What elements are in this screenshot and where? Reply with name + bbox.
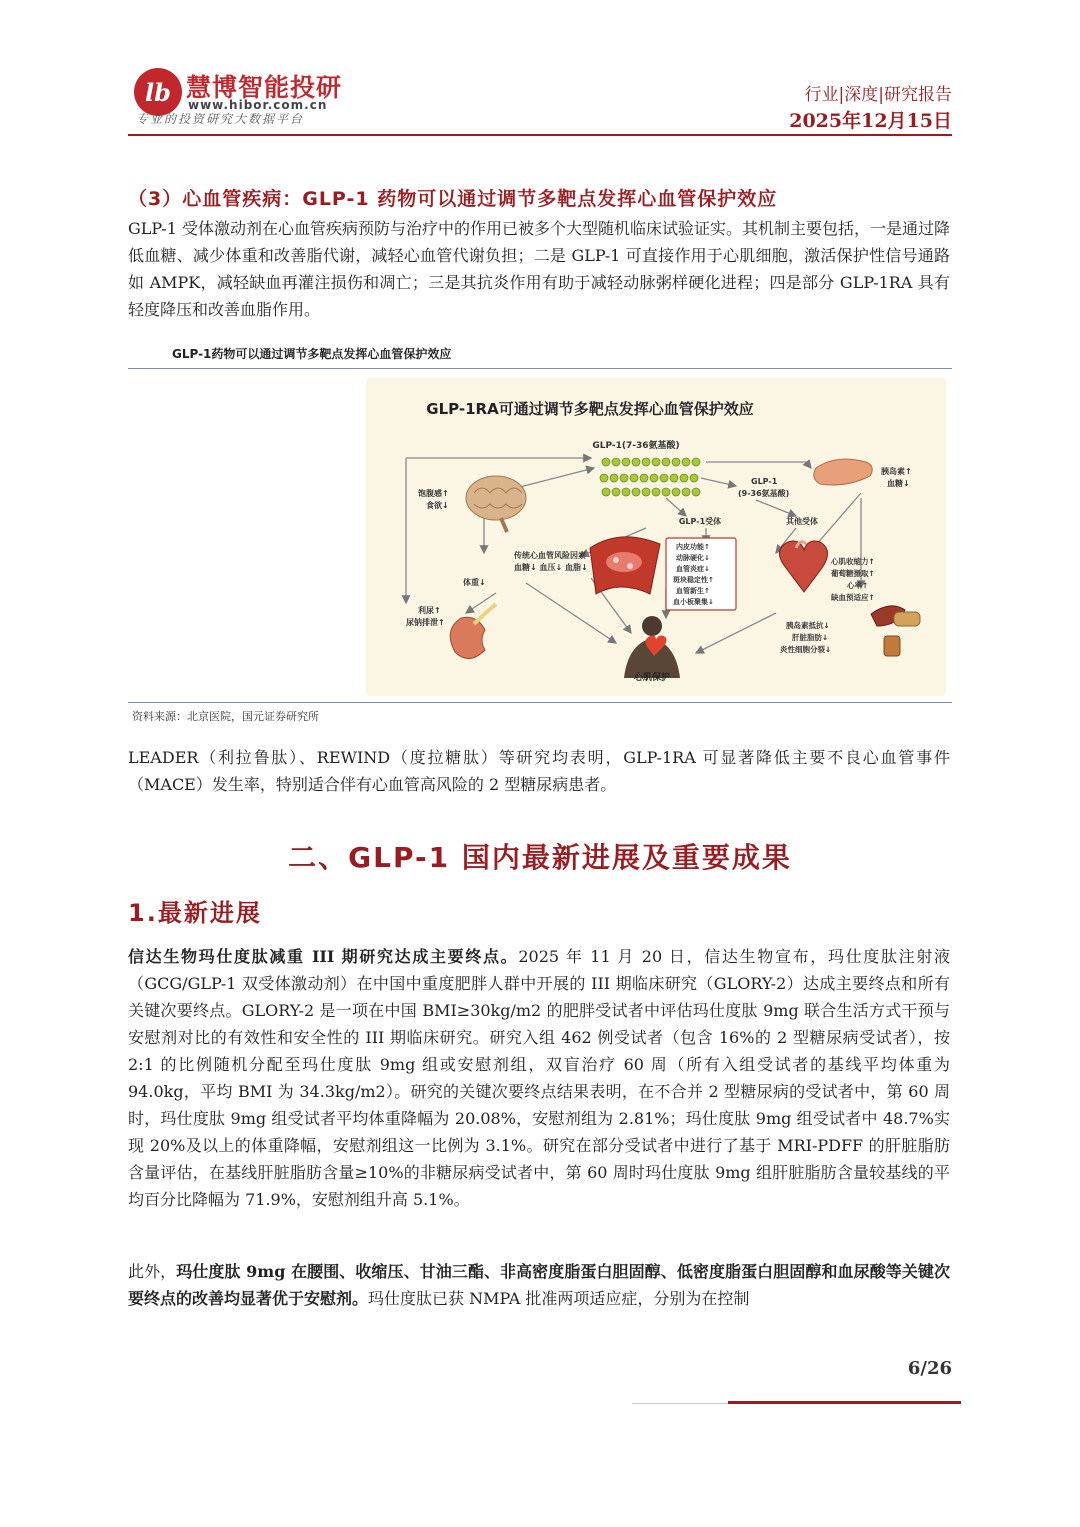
diagram-title: GLP-1RA可通过调节多靶点发挥心血管保护效应 bbox=[426, 400, 754, 418]
header-divider bbox=[128, 134, 952, 136]
leader-paragraph: LEADER（利拉鲁肽）、REWIND（度拉糖肽）等研究均表明，GLP-1RA 可显著降低主要不良心血管事件（MACE）发生率，特别适合伴有心血管高风险的 2 型糖尿病患者。 bbox=[128, 748, 950, 794]
weight-label: 体重↓ bbox=[463, 578, 486, 587]
page-number: 6/26 bbox=[907, 1358, 952, 1379]
svg-text:lb: lb bbox=[145, 78, 171, 107]
blood-vessel-icon bbox=[590, 537, 660, 594]
glp1-peptide-label: GLP-1(7-36氨基酸) bbox=[592, 441, 680, 451]
report-type: 行业|深度|研究报告 bbox=[804, 85, 952, 105]
footer-rule-red bbox=[728, 1401, 961, 1404]
glp1-receptor-label: GLP-1受体 bbox=[678, 517, 722, 526]
figure-rule-bottom bbox=[128, 702, 952, 703]
progress-lead: 信达生物玛仕度肽减重 III 期研究达成主要终点。 bbox=[128, 947, 519, 966]
chapter-heading: 二、GLP-1 国内最新进展及重要成果 bbox=[288, 841, 792, 874]
progress-body: 2025 年 11 月 20 日，信达生物宣布，玛仕度肽注射液（GCG/GLP-1 双受体激动剂）在中国中重度肥胖人群中开展的 III 期临床研究（GLORY-2）达成主要终点和所有关键次要终点。GLORY-2 是一项在中国 BMI≥30kg/m2 的肥胖受试者中评估玛仕度肽 9mg 联合生活方式干预与安慰剂对比的有效性和安全性的 III 期临床研究。研究入组 462 例受试者（包含 16%的 2 型糖尿病受试者），按 2:1 的比例随机分配至玛仕度肽 9mg 组或安慰剂组，双盲治疗 60 周（所有入组受试者的基线平均体重为 94.0kg，平均 BMI 为 34.3kg/m2）。研究的关键次要终点结果表明，在不合并 2 型糖尿病的受试者中，第 60 周时，玛仕度肽 9mg 组受试者平均体重降幅为 20.08%，安慰剂组为 2.81%；玛仕度肽 9mg 组受试者中 48.7%实现 20%及以上的体重降幅，安慰剂组这一比例为 3.1%。研究在部分受试者中进行了基于 MRI-PDFF 的肝脏脂肪含量评估，在基线肝脏脂肪含量≥10%的非糖尿病受试者中，第 60 周时玛仕度肽 9mg 组肝脏脂肪含量较基线的平均百分比降幅为 71.9%，安慰剂组升高 5.1%。 bbox=[128, 947, 950, 1209]
additional-lead: 此外， bbox=[128, 1262, 177, 1281]
additional-tail: 玛仕度肽已获 NMPA 批准两项适应症，分别为在控制 bbox=[368, 1289, 750, 1308]
brand-name: 慧博智能投研 bbox=[186, 73, 343, 102]
figure-caption: GLP-1药物可以通过调节多靶点发挥心血管保护效应 bbox=[172, 347, 452, 361]
brain-effect-label: 饱腹感↑食欲↓ bbox=[418, 489, 449, 510]
risk-factors-label: 传统心血管风险因素血糖↓ 血压↓ 血脂↓ bbox=[514, 551, 588, 572]
brand-url: www.hibor.com.cn bbox=[188, 98, 328, 112]
pancreas-effect-label: 胰岛素↑血糖↓ bbox=[881, 467, 912, 488]
section3-paragraph: GLP-1 受体激动剂在心血管疾病预防与治疗中的作用已被多个大型随机临床试验证实。其机制主要包括，一是通过降低血糖、减少体重和改善脂代谢，减轻心血管代谢负担；二是 GLP-1 可直接作用于心肌细胞，激活保护性信号通路如 AMPK，减轻缺血再灌注损伤和凋亡；三是其抗炎作用有助于减轻动脉粥样硬化进程；四是部分 GLP-1RA 具有轻度降压和改善血脂作用。 bbox=[128, 219, 950, 319]
myocardial-protection-label: 心肌保护 bbox=[634, 673, 671, 683]
heart-effects-label: 心肌收缩力↑葡萄糖摄取↑心率↑缺血预适应↑ bbox=[831, 557, 875, 602]
other-receptor-label: 其他受体 bbox=[786, 517, 818, 526]
glp1-metabolite-label: GLP-1 (9-36氨基酸) bbox=[738, 477, 790, 498]
subsection-heading: （3）心血管疾病：GLP-1 药物可以通过调节多靶点发挥心血管保护效应 bbox=[128, 188, 778, 210]
cardio-protection-diagram bbox=[366, 378, 946, 696]
figure-rule-top bbox=[128, 368, 952, 369]
kidney-effect-label: 利尿↑尿钠排泄↑ bbox=[406, 606, 445, 627]
vascular-effects-label: 内皮功能↑动脉硬化↓血管炎症↓斑块稳定性↑血管新生↑血小板聚集↓ bbox=[673, 543, 714, 606]
liver-effects-label: 胰岛素抵抗↓肝脏脂肪↓炎性细胞分裂↓ bbox=[780, 621, 832, 654]
additional-bold: 玛仕度肽 9mg 在腰围、收缩压、甘油三酯、非高密度脂蛋白胆固醇、低密度脂蛋白胆固醇和血尿酸等关键次要终点的改善均显著优于安慰剂。 bbox=[128, 1262, 950, 1308]
progress-paragraph bbox=[128, 943, 950, 1213]
page-header bbox=[128, 58, 952, 134]
additional-paragraph bbox=[128, 1258, 950, 1312]
figure-source: 资料来源：北京医院，国元证券研究所 bbox=[132, 710, 319, 723]
section-heading: 1.最新进展 bbox=[128, 899, 262, 927]
report-date: 2025年12月15日 bbox=[789, 110, 952, 132]
footer-rule-grey bbox=[632, 1403, 728, 1404]
glp1-peptide-chain-icon bbox=[600, 458, 700, 496]
brand-slogan: 专业的投资研究大数据平台 bbox=[136, 112, 305, 126]
